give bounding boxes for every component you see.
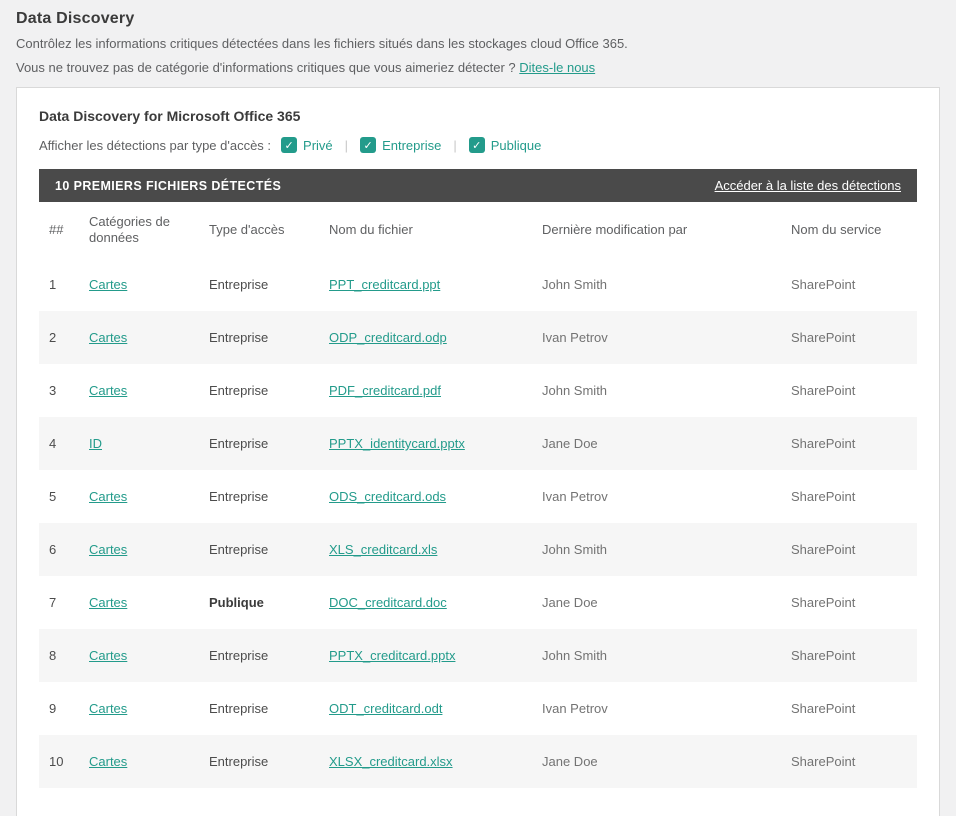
category-link[interactable]: Cartes — [89, 648, 128, 663]
modified-by: Ivan Petrov — [542, 701, 608, 716]
category-link[interactable]: Cartes — [89, 542, 128, 557]
category-link[interactable]: Cartes — [89, 489, 128, 504]
detections-list-link[interactable]: Accéder à la liste des détections — [714, 178, 901, 193]
table-row — [39, 470, 917, 523]
modified-by: John Smith — [542, 277, 608, 292]
access-type: Entreprise — [209, 383, 269, 398]
service-name: SharePoint — [791, 701, 856, 716]
checkbox-checked-icon[interactable] — [360, 137, 376, 153]
category-link[interactable]: ID — [89, 436, 102, 451]
panel-title: Data Discovery for Microsoft Office 365 — [39, 108, 301, 124]
column-header-file-name: Nom du fichier — [329, 222, 413, 237]
table-row — [39, 311, 917, 364]
access-type: Entreprise — [209, 436, 269, 451]
row-number: 5 — [49, 489, 57, 504]
category-link[interactable]: Cartes — [89, 383, 128, 398]
modified-by: John Smith — [542, 542, 608, 557]
file-link[interactable]: XLS_creditcard.xls — [329, 542, 438, 557]
column-header-modified-by: Dernière modification par — [542, 222, 688, 237]
access-type: Entreprise — [209, 542, 269, 557]
service-name: SharePoint — [791, 383, 856, 398]
modified-by: Jane Doe — [542, 754, 598, 769]
service-name: SharePoint — [791, 754, 856, 769]
category-link[interactable]: Cartes — [89, 595, 128, 610]
row-number: 10 — [49, 754, 64, 769]
service-name: SharePoint — [791, 542, 856, 557]
access-type: Entreprise — [209, 330, 269, 345]
access-type-filter-row — [39, 137, 917, 153]
access-filter-prive-label: Privé — [303, 137, 333, 153]
row-number: 2 — [49, 330, 57, 345]
checkbox-checked-icon[interactable] — [281, 137, 297, 153]
filter-separator: | — [453, 137, 457, 153]
table-header-bar-title: 10 PREMIERS FICHIERS DÉTECTÉS — [55, 178, 282, 193]
table-header-bar — [39, 169, 917, 202]
access-type: Entreprise — [209, 701, 269, 716]
page-description-line1: Contrôlez les informations critiques détectées dans les fichiers situés dans les stockages cloud Office 365. — [16, 36, 628, 51]
column-header-access-type: Type d'accès — [209, 222, 285, 237]
file-link[interactable]: ODP_creditcard.odp — [329, 330, 447, 345]
category-link[interactable]: Cartes — [89, 754, 128, 769]
table-row — [39, 682, 917, 735]
table-row — [39, 258, 917, 311]
access-filter-entreprise[interactable] — [360, 137, 441, 153]
service-name: SharePoint — [791, 330, 856, 345]
modified-by: John Smith — [542, 648, 608, 663]
access-type: Entreprise — [209, 754, 269, 769]
row-number: 9 — [49, 701, 57, 716]
file-link[interactable]: XLSX_creditcard.xlsx — [329, 754, 453, 769]
file-link[interactable]: PDF_creditcard.pdf — [329, 383, 441, 398]
row-number: 7 — [49, 595, 57, 610]
page-description-line2-text: Vous ne trouvez pas de catégorie d'informations critiques que vous aimeriez détecter ? — [16, 60, 516, 75]
file-link[interactable]: PPTX_creditcard.pptx — [329, 648, 456, 663]
feedback-link[interactable]: Dites-le nous — [519, 60, 596, 75]
file-link[interactable]: PPTX_identitycard.pptx — [329, 436, 465, 451]
row-number: 4 — [49, 436, 57, 451]
service-name: SharePoint — [791, 648, 856, 663]
access-filter-entreprise-label: Entreprise — [382, 137, 442, 153]
data-discovery-panel — [16, 87, 940, 816]
access-filter-publique[interactable] — [469, 137, 542, 153]
page-title: Data Discovery — [16, 10, 135, 27]
modified-by: Jane Doe — [542, 436, 598, 451]
service-name: SharePoint — [791, 489, 856, 504]
row-number: 3 — [49, 383, 57, 398]
row-number: 8 — [49, 648, 57, 663]
file-link[interactable]: PPT_creditcard.ppt — [329, 277, 441, 292]
row-number: 6 — [49, 542, 57, 557]
page-description-line2 — [16, 56, 940, 80]
access-filter-publique-label: Publique — [490, 137, 542, 153]
category-link[interactable]: Cartes — [89, 277, 128, 292]
service-name: SharePoint — [791, 277, 856, 292]
table-row — [39, 417, 917, 470]
modified-by: Ivan Petrov — [542, 489, 608, 504]
access-type: Publique — [209, 595, 264, 610]
modified-by: John Smith — [542, 383, 608, 398]
table-row — [39, 364, 917, 417]
category-link[interactable]: Cartes — [89, 330, 128, 345]
access-type: Entreprise — [209, 277, 269, 292]
table-row — [39, 576, 917, 629]
modified-by: Ivan Petrov — [542, 330, 608, 345]
detections-table — [39, 202, 917, 788]
file-link[interactable]: ODS_creditcard.ods — [329, 489, 447, 504]
row-number: 1 — [49, 277, 57, 292]
column-header-service-name: Nom du service — [791, 222, 882, 237]
filter-label: Afficher les détections par type d'accès : — [39, 137, 272, 153]
table-header-row — [39, 202, 917, 258]
access-type: Entreprise — [209, 648, 269, 663]
table-row — [39, 523, 917, 576]
column-header-category: Catégories de données — [89, 214, 170, 245]
access-type: Entreprise — [209, 489, 269, 504]
service-name: SharePoint — [791, 436, 856, 451]
file-link[interactable]: ODT_creditcard.odt — [329, 701, 443, 716]
column-header-number: ## — [49, 222, 64, 237]
file-link[interactable]: DOC_creditcard.doc — [329, 595, 447, 610]
table-row — [39, 629, 917, 682]
filter-separator: | — [344, 137, 349, 153]
modified-by: Jane Doe — [542, 595, 598, 610]
checkbox-checked-icon[interactable] — [469, 137, 485, 153]
access-filter-prive[interactable] — [281, 137, 333, 153]
category-link[interactable]: Cartes — [89, 701, 128, 716]
service-name: SharePoint — [791, 595, 856, 610]
table-row — [39, 735, 917, 788]
